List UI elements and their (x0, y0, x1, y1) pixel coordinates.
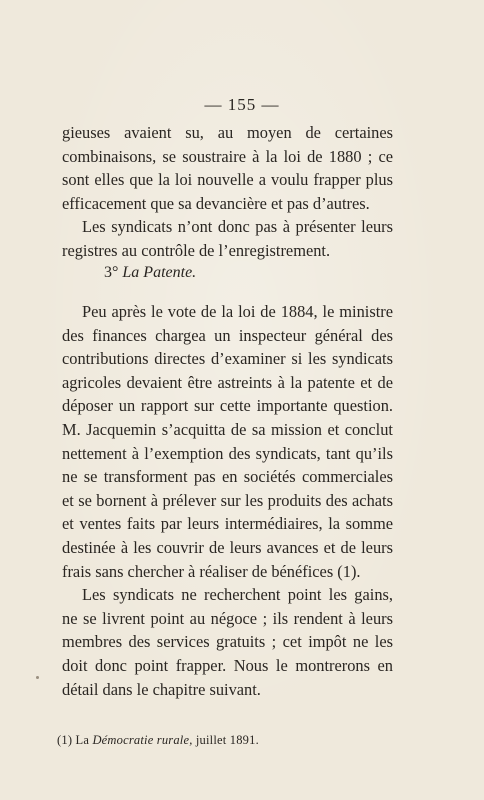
section-title: La Patente. (122, 264, 197, 281)
margin-mark (36, 676, 39, 679)
paragraph-patente: Peu après le vote de la loi de 1884, le ministre des finances chargea un inspecteur général des contributions directes d’examiner si les syndicats agricoles devaient être astreints à la patente et de déposer un rapport sur cette importante question. M. Jacquemin s’acquitta de sa mission et conclut nettement à l’exemption des syndicats, tant qu’ils ne se transforment pas en sociétés commerciales et se bornent à prélever sur les produits des achats et ventes faits par leurs intermédiaires, la somme destinée à les couvrir de leurs avances et de leurs frais sans chercher à réaliser de bénéfices (1). (62, 302, 393, 581)
section-number: 3° (104, 264, 119, 281)
footnote-title: Démocratie rurale, (92, 733, 193, 747)
paragraph-gains: Les syndicats ne recherchent point les gains, ne se livrent point au négoce ; ils rendent à leurs membres des services gratuits ; cet impôt ne les doit donc point frapper. Nous le montrerons en détail dans le chapitre suivant. (62, 585, 393, 699)
footnote (57, 733, 259, 748)
section-heading (104, 264, 196, 282)
footnote-marker: (1) (57, 733, 73, 747)
paragraph-syndicats-registres: Les syndicats n’ont donc pas à présenter leurs registres au contrôle de l’enregistrement. (62, 217, 393, 260)
text-block-patente (62, 300, 393, 701)
page-number: — 155 — (204, 95, 280, 114)
text-block-top (62, 121, 393, 263)
footnote-date: juillet 1891. (195, 733, 259, 747)
footnote-prefix: La (75, 733, 90, 747)
paragraph-continuation: gieuses avaient su, au moyen de certaines combinaisons, se soustraire à la loi de 1880 ; ce sont elles que la loi nouvelle a voulu frapper plus efficacement que sa devancière et pas d’autres. (62, 123, 393, 213)
